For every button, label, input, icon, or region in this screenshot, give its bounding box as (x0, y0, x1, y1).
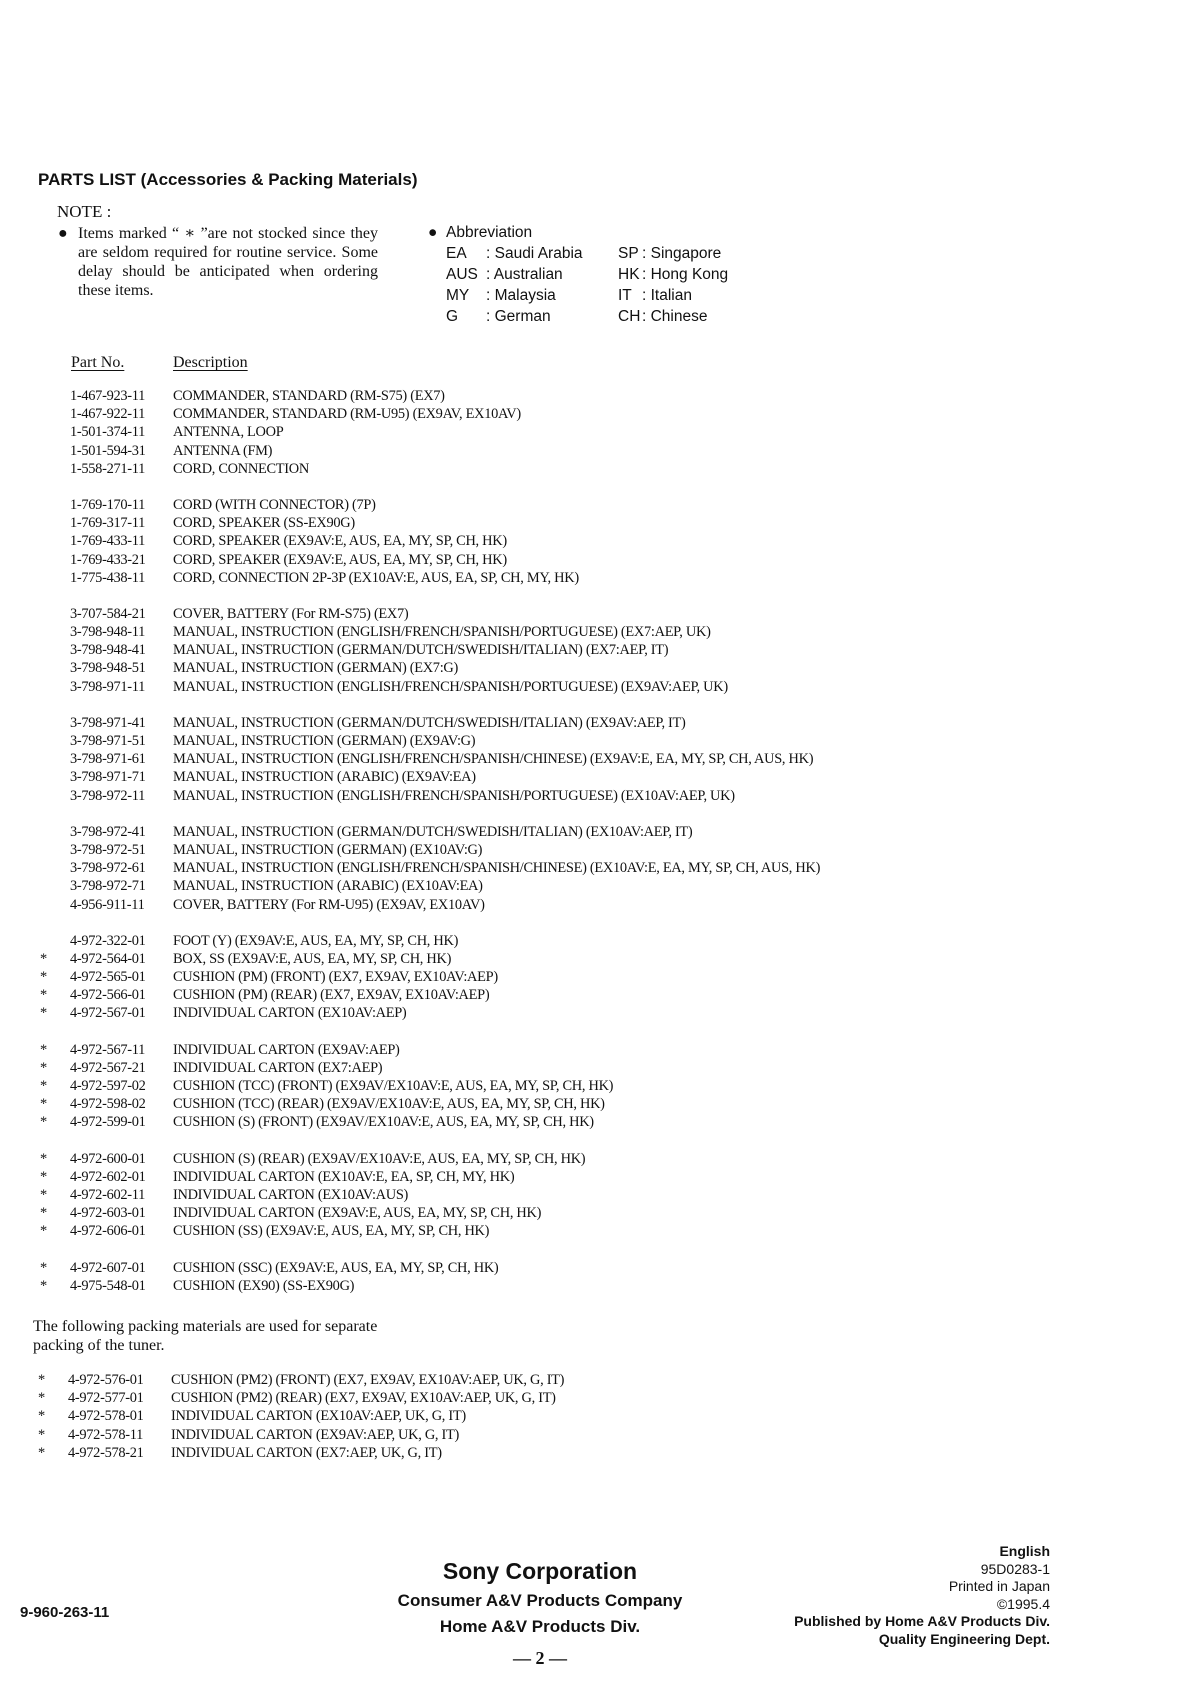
part-description: MANUAL, INSTRUCTION (ENGLISH/FRENCH/SPANISH/CHINESE) (EX10AV:E, EA, MY, SP, CH, AUS, HK) (173, 860, 821, 877)
company-name: Consumer A&V Products Company (397, 1591, 683, 1610)
parts-group (40, 1042, 1140, 1133)
abbr-meaning: : Hong Kong (642, 266, 729, 283)
parts-list (40, 388, 1140, 1314)
part-row (40, 969, 1140, 987)
part-row (38, 1408, 1138, 1426)
part-number: 3-798-971-71 (70, 769, 146, 786)
footer-published-by: Published by Home A&V Products Div. (794, 1613, 1050, 1629)
part-description: CUSHION (PM2) (REAR) (EX7, EX9AV, EX10AV:AEP, UK, G, IT) (171, 1390, 556, 1407)
part-number: 1-769-317-11 (70, 515, 146, 532)
part-number: 3-798-971-11 (70, 678, 146, 695)
part-number: 1-769-170-11 (70, 496, 146, 513)
page-number: — 2 — (513, 1648, 567, 1668)
part-row (40, 788, 1140, 806)
part-number: 3-798-948-41 (70, 642, 146, 659)
abbreviation-table (446, 245, 766, 329)
stock-mark: * (40, 1096, 47, 1113)
part-number: 3-798-972-51 (70, 841, 146, 858)
stock-mark: * (40, 1041, 47, 1058)
part-number: 3-798-948-11 (70, 624, 146, 641)
footer-copyright: ©1995.4 (996, 1595, 1050, 1612)
part-description: MANUAL, INSTRUCTION (GERMAN) (EX7:G) (173, 660, 458, 677)
part-description: MANUAL, INSTRUCTION (ARABIC) (EX9AV:EA) (173, 769, 476, 786)
part-row (40, 1169, 1140, 1187)
stock-mark: * (40, 1186, 47, 1203)
stock-mark: * (38, 1444, 45, 1461)
part-number: 4-972-602-01 (70, 1168, 146, 1185)
abbr-code: G (446, 308, 459, 325)
abbr-meaning: : Malaysia (486, 287, 556, 304)
part-description: INDIVIDUAL CARTON (EX7:AEP, UK, G, IT) (171, 1444, 442, 1461)
part-number: 3-798-971-41 (70, 714, 146, 731)
abbr-meaning: : Australian (486, 266, 563, 283)
part-description: CUSHION (TCC) (FRONT) (EX9AV/EX10AV:E, AUS, EA, MY, SP, CH, HK) (173, 1078, 614, 1094)
stock-mark: * (40, 987, 47, 1004)
part-description: INDIVIDUAL CARTON (EX10AV:AUS) (173, 1186, 409, 1203)
part-row (40, 824, 1140, 842)
part-row (40, 1078, 1140, 1096)
part-description: ANTENNA (FM) (173, 442, 273, 459)
part-number: 1-769-433-11 (70, 533, 146, 550)
part-row (40, 515, 1140, 533)
part-number: 1-501-374-11 (70, 424, 146, 441)
stock-mark: * (40, 1114, 47, 1131)
part-description: CUSHION (PM) (REAR) (EX7, EX9AV, EX10AV:AEP) (173, 987, 490, 1004)
part-description: CUSHION (SS) (EX9AV:E, AUS, EA, MY, SP, CH, HK) (173, 1223, 490, 1240)
part-description: MANUAL, INSTRUCTION (GERMAN/DUTCH/SWEDISH/ITALIAN) (EX7:AEP, IT) (173, 642, 669, 659)
part-row (40, 1005, 1140, 1023)
part-row (40, 1060, 1140, 1078)
part-number: 3-798-971-51 (70, 733, 146, 749)
parts-group (40, 606, 1140, 697)
abbreviation-row (446, 266, 766, 287)
part-number: 3-798-972-61 (70, 860, 146, 877)
parts-group (40, 1260, 1140, 1296)
separate-packing-note: The following packing materials are used for separate packing of the tuner. (33, 1318, 378, 1354)
part-description: MANUAL, INSTRUCTION (ARABIC) (EX10AV:EA) (173, 878, 483, 895)
note-bullet: ● (58, 225, 68, 242)
part-row (40, 951, 1140, 969)
part-number: 4-972-606-01 (70, 1223, 146, 1240)
parts-group (40, 1151, 1140, 1242)
part-row (40, 1223, 1140, 1241)
part-description: INDIVIDUAL CARTON (EX10AV:E, EA, SP, CH, MY, HK) (173, 1168, 515, 1185)
stock-mark: * (40, 950, 47, 967)
footer-dept: Quality Engineering Dept. (878, 1630, 1050, 1647)
part-number: 3-798-972-11 (70, 787, 146, 804)
part-row (40, 497, 1140, 515)
part-row (40, 461, 1140, 479)
part-row (40, 1096, 1140, 1114)
part-description: CORD, CONNECTION 2P-3P (EX10AV:E, AUS, EA, SP, CH, MY, HK) (173, 569, 579, 586)
part-number: 4-972-566-01 (70, 987, 146, 1004)
part-number: 4-972-600-01 (70, 1150, 146, 1167)
part-number: 4-972-607-01 (70, 1259, 146, 1276)
abbreviation-row (446, 245, 766, 266)
part-description: INDIVIDUAL CARTON (EX9AV:AEP) (173, 1041, 400, 1058)
abbreviation-row (446, 308, 766, 329)
part-row (38, 1427, 1138, 1445)
abbr-code: EA (446, 245, 467, 262)
parts-group (40, 715, 1140, 806)
part-number: 4-972-576-01 (68, 1372, 144, 1388)
part-number: 4-972-602-11 (70, 1186, 146, 1203)
part-description: CUSHION (S) (FRONT) (EX9AV/EX10AV:E, AUS, EA, MY, SP, CH, HK) (173, 1114, 594, 1131)
stock-mark: * (40, 1150, 47, 1167)
part-number: 4-972-567-11 (70, 1041, 146, 1058)
part-description: MANUAL, INSTRUCTION (GERMAN/DUTCH/SWEDISH/ITALIAN) (EX9AV:AEP, IT) (173, 714, 686, 731)
part-description: INDIVIDUAL CARTON (EX10AV:AEP, UK, G, IT) (171, 1408, 466, 1425)
part-number: 4-972-603-01 (70, 1205, 146, 1222)
page-title: PARTS LIST (Accessories & Packing Materials) (38, 170, 418, 189)
part-description: CUSHION (S) (REAR) (EX9AV/EX10AV:E, AUS, EA, MY, SP, CH, HK) (173, 1150, 586, 1167)
abbr-meaning: : German (486, 308, 551, 325)
part-row (38, 1390, 1138, 1408)
part-description: CORD, SPEAKER (EX9AV:E, AUS, EA, MY, SP, CH, HK) (173, 551, 507, 568)
part-number: 1-769-433-21 (70, 551, 146, 568)
part-number: 4-975-548-01 (70, 1277, 146, 1294)
part-number: 1-467-923-11 (70, 388, 146, 404)
part-number: 3-798-972-41 (70, 823, 146, 840)
abbreviation-heading: Abbreviation (446, 224, 533, 241)
part-number: 3-798-971-61 (70, 751, 146, 768)
part-description: INDIVIDUAL CARTON (EX9AV:E, AUS, EA, MY, SP, CH, HK) (173, 1205, 542, 1222)
footer-info (760, 1543, 1050, 1648)
part-number: 4-956-911-11 (70, 896, 145, 913)
stock-mark: * (38, 1408, 45, 1425)
division-name: Home A&V Products Div. (439, 1617, 641, 1636)
part-description: CUSHION (SSC) (EX9AV:E, AUS, EA, MY, SP, CH, HK) (173, 1259, 499, 1276)
abbr-meaning: : Chinese (642, 308, 708, 325)
part-description: CUSHION (PM2) (FRONT) (EX7, EX9AV, EX10AV:AEP, UK, G, IT) (171, 1372, 565, 1388)
document-number: 9-960-263-11 (20, 1604, 110, 1621)
note-label: NOTE : (57, 202, 112, 221)
part-row (40, 606, 1140, 624)
part-number: 4-972-599-01 (70, 1114, 146, 1131)
stock-mark: * (40, 1223, 47, 1240)
part-row (40, 751, 1140, 769)
part-number: 4-972-565-01 (70, 969, 146, 986)
part-row (40, 1205, 1140, 1223)
part-description: CORD, SPEAKER (EX9AV:E, AUS, EA, MY, SP, CH, HK) (173, 533, 507, 550)
part-number: 4-972-322-01 (70, 932, 146, 949)
part-row (40, 842, 1140, 860)
part-row (40, 1260, 1140, 1278)
part-number: 4-972-564-01 (70, 950, 146, 967)
part-row (38, 1372, 1138, 1390)
abbreviation-row (446, 287, 766, 308)
abbr-code: HK (618, 266, 640, 283)
part-row (40, 987, 1140, 1005)
part-row (40, 406, 1140, 424)
abbr-code: SP (618, 245, 639, 262)
part-row (40, 733, 1140, 751)
abbr-code: CH (618, 308, 641, 325)
part-description: MANUAL, INSTRUCTION (ENGLISH/FRENCH/SPANISH/PORTUGUESE) (EX9AV:AEP, UK) (173, 678, 728, 695)
part-row (40, 388, 1140, 406)
part-description: MANUAL, INSTRUCTION (GERMAN/DUTCH/SWEDISH/ITALIAN) (EX10AV:AEP, IT) (173, 823, 693, 840)
part-description: MANUAL, INSTRUCTION (ENGLISH/FRENCH/SPANISH/PORTUGUESE) (EX10AV:AEP, UK) (173, 787, 735, 804)
part-description: INDIVIDUAL CARTON (EX7:AEP) (173, 1059, 383, 1076)
part-row (40, 642, 1140, 660)
part-row (40, 424, 1140, 442)
part-description: CORD, CONNECTION (173, 460, 309, 477)
part-row (40, 933, 1140, 951)
abbr-code: AUS (446, 266, 478, 283)
part-number: 3-798-948-51 (70, 660, 146, 677)
stock-mark: * (40, 1059, 47, 1076)
parts-group (40, 388, 1140, 479)
part-number: 4-972-578-21 (68, 1444, 144, 1461)
part-description: CORD, SPEAKER (SS-EX90G) (173, 515, 355, 532)
part-description: CUSHION (TCC) (REAR) (EX9AV/EX10AV:E, AUS, EA, MY, SP, CH, HK) (173, 1096, 605, 1113)
part-row (40, 660, 1140, 678)
part-number: 4-972-598-02 (70, 1096, 146, 1113)
part-description: COVER, BATTERY (For RM-U95) (EX9AV, EX10AV) (173, 896, 485, 913)
part-row (40, 552, 1140, 570)
part-description: MANUAL, INSTRUCTION (ENGLISH/FRENCH/SPANISH/PORTUGUESE) (EX7:AEP, UK) (173, 624, 711, 641)
part-number: 4-972-578-11 (68, 1426, 144, 1443)
part-number: 3-798-972-71 (70, 878, 146, 895)
part-row (40, 878, 1140, 896)
stock-mark: * (38, 1372, 45, 1388)
abbr-code: MY (446, 287, 470, 304)
footer-publisher (370, 1556, 710, 1672)
column-header-part-no: Part No. (71, 354, 125, 371)
part-number: 1-775-438-11 (70, 569, 146, 586)
parts-group (40, 933, 1140, 1024)
part-description: COMMANDER, STANDARD (RM-U95) (EX9AV, EX10AV) (173, 406, 521, 423)
part-row (40, 1114, 1140, 1132)
stock-mark: * (38, 1390, 45, 1407)
part-description: INDIVIDUAL CARTON (EX10AV:AEP) (173, 1005, 407, 1022)
footer-code: 95D0283-1 (980, 1560, 1050, 1577)
part-row (40, 769, 1140, 787)
stock-mark: * (40, 969, 47, 986)
note-text: Items marked “ ∗ ”are not stocked since they are seldom required for routine service. Some delay should be anticipated when ordering these items. (78, 225, 378, 299)
footer-language: English (999, 1543, 1050, 1559)
part-row (40, 860, 1140, 878)
stock-mark: * (40, 1078, 47, 1094)
parts-group (40, 497, 1140, 588)
part-description: CUSHION (PM) (FRONT) (EX7, EX9AV, EX10AV:AEP) (173, 969, 498, 986)
part-row (40, 679, 1140, 697)
part-row (40, 897, 1140, 915)
part-description: MANUAL, INSTRUCTION (GERMAN) (EX10AV:G) (173, 841, 483, 858)
part-row (40, 1151, 1140, 1169)
part-description: MANUAL, INSTRUCTION (ENGLISH/FRENCH/SPANISH/CHINESE) (EX9AV:E, EA, MY, SP, CH, AUS, HK) (173, 751, 814, 768)
part-description: CUSHION (EX90) (SS-EX90G) (173, 1277, 355, 1294)
corporation-name: Sony Corporation (442, 1558, 638, 1584)
part-row (40, 533, 1140, 551)
part-number: 1-501-594-31 (70, 442, 146, 459)
part-row (40, 570, 1140, 588)
part-description: MANUAL, INSTRUCTION (GERMAN) (EX9AV:G) (173, 733, 476, 749)
part-number: 4-972-567-21 (70, 1059, 146, 1076)
abbr-code: IT (618, 287, 632, 304)
part-description: CORD (WITH CONNECTOR) (7P) (173, 496, 376, 513)
abbreviation-bullet: ● (428, 224, 438, 241)
part-description: COMMANDER, STANDARD (RM-S75) (EX7) (173, 388, 445, 404)
stock-mark: * (40, 1168, 47, 1185)
part-number: 4-972-578-01 (68, 1408, 144, 1425)
abbr-meaning: : Saudi Arabia (486, 245, 583, 262)
part-number: 4-972-567-01 (70, 1005, 146, 1022)
stock-mark: * (40, 1005, 47, 1022)
tuner-parts-list (38, 1372, 1138, 1463)
part-row (38, 1445, 1138, 1463)
stock-mark: * (40, 1205, 47, 1222)
parts-group (40, 824, 1140, 915)
part-description: COVER, BATTERY (For RM-S75) (EX7) (173, 605, 409, 622)
part-row (40, 624, 1140, 642)
abbr-meaning: : Italian (642, 287, 692, 304)
part-number: 4-972-577-01 (68, 1390, 144, 1407)
stock-mark: * (40, 1259, 47, 1276)
part-description: FOOT (Y) (EX9AV:E, AUS, EA, MY, SP, CH, HK) (173, 932, 459, 949)
part-row (40, 1187, 1140, 1205)
stock-mark: * (38, 1426, 45, 1443)
footer-printed: Printed in Japan (948, 1578, 1050, 1594)
part-row (40, 1278, 1140, 1296)
part-description: ANTENNA, LOOP (173, 424, 284, 441)
column-header-description: Description (173, 354, 248, 371)
part-row (40, 1042, 1140, 1060)
part-description: INDIVIDUAL CARTON (EX9AV:AEP, UK, G, IT) (171, 1426, 459, 1443)
part-number: 4-972-597-02 (70, 1078, 146, 1094)
part-description: BOX, SS (EX9AV:E, AUS, EA, MY, SP, CH, HK) (173, 950, 452, 967)
part-number: 1-467-922-11 (70, 406, 146, 423)
part-row (40, 443, 1140, 461)
part-number: 1-558-271-11 (70, 460, 146, 477)
stock-mark: * (40, 1277, 47, 1294)
abbr-meaning: : Singapore (642, 245, 722, 262)
part-row (40, 715, 1140, 733)
part-number: 3-707-584-21 (70, 605, 146, 622)
